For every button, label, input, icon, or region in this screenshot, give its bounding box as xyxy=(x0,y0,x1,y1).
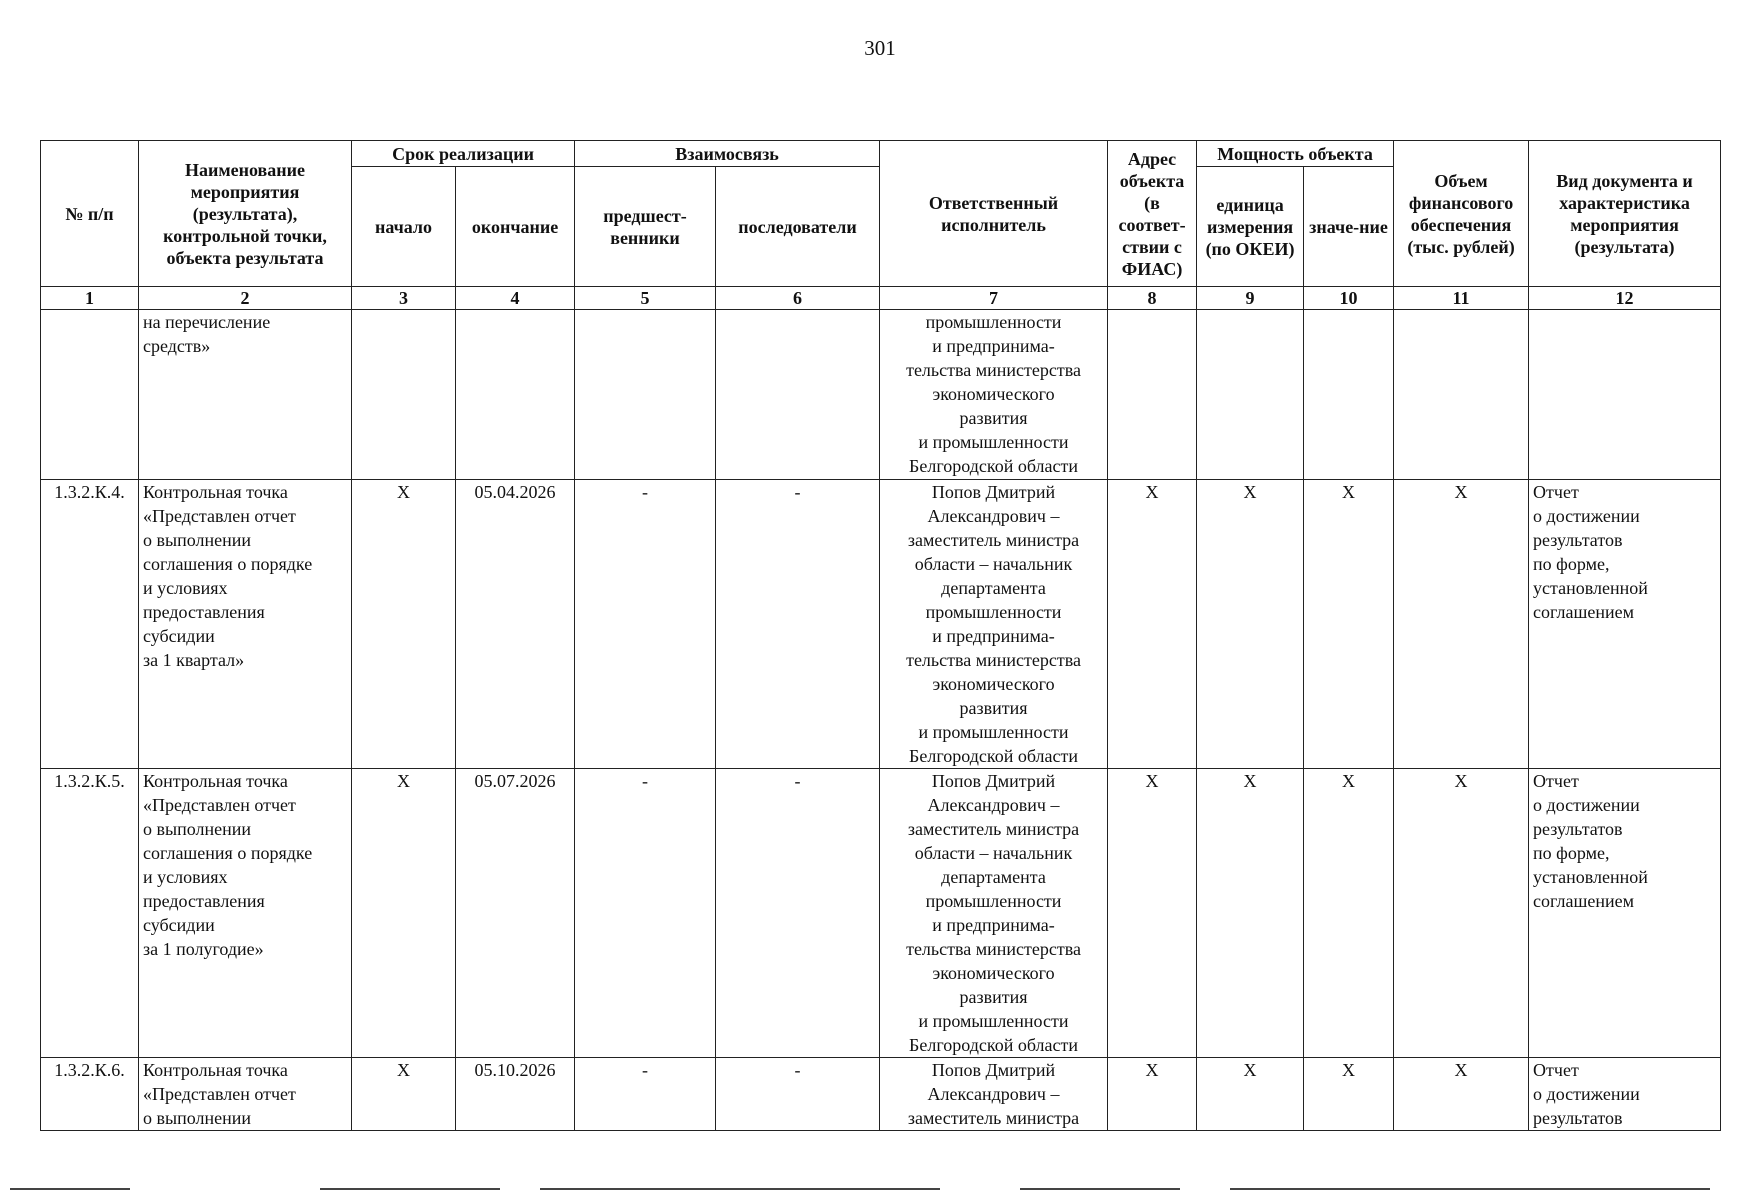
table-row xyxy=(41,310,1721,480)
header-relation-group: Взаимосвязь xyxy=(575,141,880,167)
cell-responsible: Попов Дмитрий Александрович – заместитель министра области – начальник департамента промышленности и предпринима- тельства министерства экономического развития и промышленности Белгородской области xyxy=(880,769,1108,1058)
cell-doc-type: Отчет о достижении результатов по форме, установленной соглашением xyxy=(1529,769,1721,1058)
header-predecessors: предшест-венники xyxy=(575,167,716,287)
header-doc-type: Вид документа и характеристика мероприятия (результата) xyxy=(1529,141,1721,287)
cell-unit: X xyxy=(1197,1058,1304,1131)
cell-finance: X xyxy=(1394,769,1529,1058)
plan-table xyxy=(40,140,1721,1131)
table-row xyxy=(41,480,1721,769)
column-number: 8 xyxy=(1108,287,1197,310)
cell-value: X xyxy=(1304,480,1394,769)
cell-start xyxy=(352,310,456,480)
column-number: 10 xyxy=(1304,287,1394,310)
cell-responsible: Попов Дмитрий Александрович – заместитель министра xyxy=(880,1058,1108,1131)
cell-predecessors: - xyxy=(575,480,716,769)
cell-finance: X xyxy=(1394,480,1529,769)
cell-end xyxy=(456,310,575,480)
cell-no: 1.3.2.К.6. xyxy=(41,1058,139,1131)
cell-no: 1.3.2.К.4. xyxy=(41,480,139,769)
cell-unit: X xyxy=(1197,480,1304,769)
cell-unit: X xyxy=(1197,769,1304,1058)
cell-address: X xyxy=(1108,480,1197,769)
column-number-row xyxy=(41,287,1721,310)
header-term-end: окончание xyxy=(456,167,575,287)
header-value: значе-ние xyxy=(1304,167,1394,287)
column-number: 5 xyxy=(575,287,716,310)
table-row xyxy=(41,769,1721,1058)
footer-rule xyxy=(0,1188,1760,1192)
cell-address: X xyxy=(1108,769,1197,1058)
column-number: 6 xyxy=(716,287,880,310)
column-number: 1 xyxy=(41,287,139,310)
page-number: 301 xyxy=(864,36,896,60)
cell-address: X xyxy=(1108,1058,1197,1131)
cell-end: 05.04.2026 xyxy=(456,480,575,769)
cell-name: Контрольная точка «Представлен отчет о выполнении xyxy=(139,1058,352,1131)
cell-no xyxy=(41,310,139,480)
cell-successors: - xyxy=(716,769,880,1058)
cell-predecessors: - xyxy=(575,769,716,1058)
cell-start: X xyxy=(352,1058,456,1131)
cell-responsible: Попов Дмитрий Александрович – заместитель министра области – начальник департамента промышленности и предпринима- тельства министерства экономического развития и промышленности Белгородской области xyxy=(880,480,1108,769)
cell-finance: X xyxy=(1394,1058,1529,1131)
cell-name: Контрольная точка «Представлен отчет о выполнении соглашения о порядке и условиях предоставления субсидии за 1 квартал» xyxy=(139,480,352,769)
header-responsible: Ответственный исполнитель xyxy=(880,141,1108,287)
cell-start: X xyxy=(352,480,456,769)
column-number: 2 xyxy=(139,287,352,310)
cell-value: X xyxy=(1304,1058,1394,1131)
column-number: 4 xyxy=(456,287,575,310)
table-body xyxy=(41,310,1721,1131)
cell-name: на перечисление средств» xyxy=(139,310,352,480)
header-no: № п/п xyxy=(41,141,139,287)
cell-value xyxy=(1304,310,1394,480)
header-term-start: начало xyxy=(352,167,456,287)
header-unit: единица измерения (по ОКЕИ) xyxy=(1197,167,1304,287)
column-number: 9 xyxy=(1197,287,1304,310)
column-number: 3 xyxy=(352,287,456,310)
cell-successors: - xyxy=(716,1058,880,1131)
header-capacity-group: Мощность объекта xyxy=(1197,141,1394,167)
cell-doc-type: Отчет о достижении результатов xyxy=(1529,1058,1721,1131)
column-number: 7 xyxy=(880,287,1108,310)
cell-successors xyxy=(716,310,880,480)
cell-predecessors: - xyxy=(575,1058,716,1131)
cell-address xyxy=(1108,310,1197,480)
header-successors: последователи xyxy=(716,167,880,287)
cell-name: Контрольная точка «Представлен отчет о выполнении соглашения о порядке и условиях предоставления субсидии за 1 полугодие» xyxy=(139,769,352,1058)
cell-responsible: промышленности и предпринима- тельства министерства экономического развития и промышленности Белгородской области xyxy=(880,310,1108,480)
header-address: Адрес объекта (в соответ-ствии с ФИАС) xyxy=(1108,141,1197,287)
cell-start: X xyxy=(352,769,456,1058)
cell-finance xyxy=(1394,310,1529,480)
cell-doc-type xyxy=(1529,310,1721,480)
cell-end: 05.10.2026 xyxy=(456,1058,575,1131)
table-header xyxy=(41,141,1721,310)
header-name: Наименование мероприятия (результата), контрольной точки, объекта результата xyxy=(139,141,352,287)
cell-doc-type: Отчет о достижении результатов по форме, установленной соглашением xyxy=(1529,480,1721,769)
header-finance: Объем финансового обеспечения (тыс. рублей) xyxy=(1394,141,1529,287)
cell-end: 05.07.2026 xyxy=(456,769,575,1058)
table-row xyxy=(41,1058,1721,1131)
cell-value: X xyxy=(1304,769,1394,1058)
cell-no: 1.3.2.К.5. xyxy=(41,769,139,1058)
cell-unit xyxy=(1197,310,1304,480)
column-number: 12 xyxy=(1529,287,1721,310)
header-term-group: Срок реализации xyxy=(352,141,575,167)
column-number: 11 xyxy=(1394,287,1529,310)
cell-predecessors xyxy=(575,310,716,480)
cell-successors: - xyxy=(716,480,880,769)
